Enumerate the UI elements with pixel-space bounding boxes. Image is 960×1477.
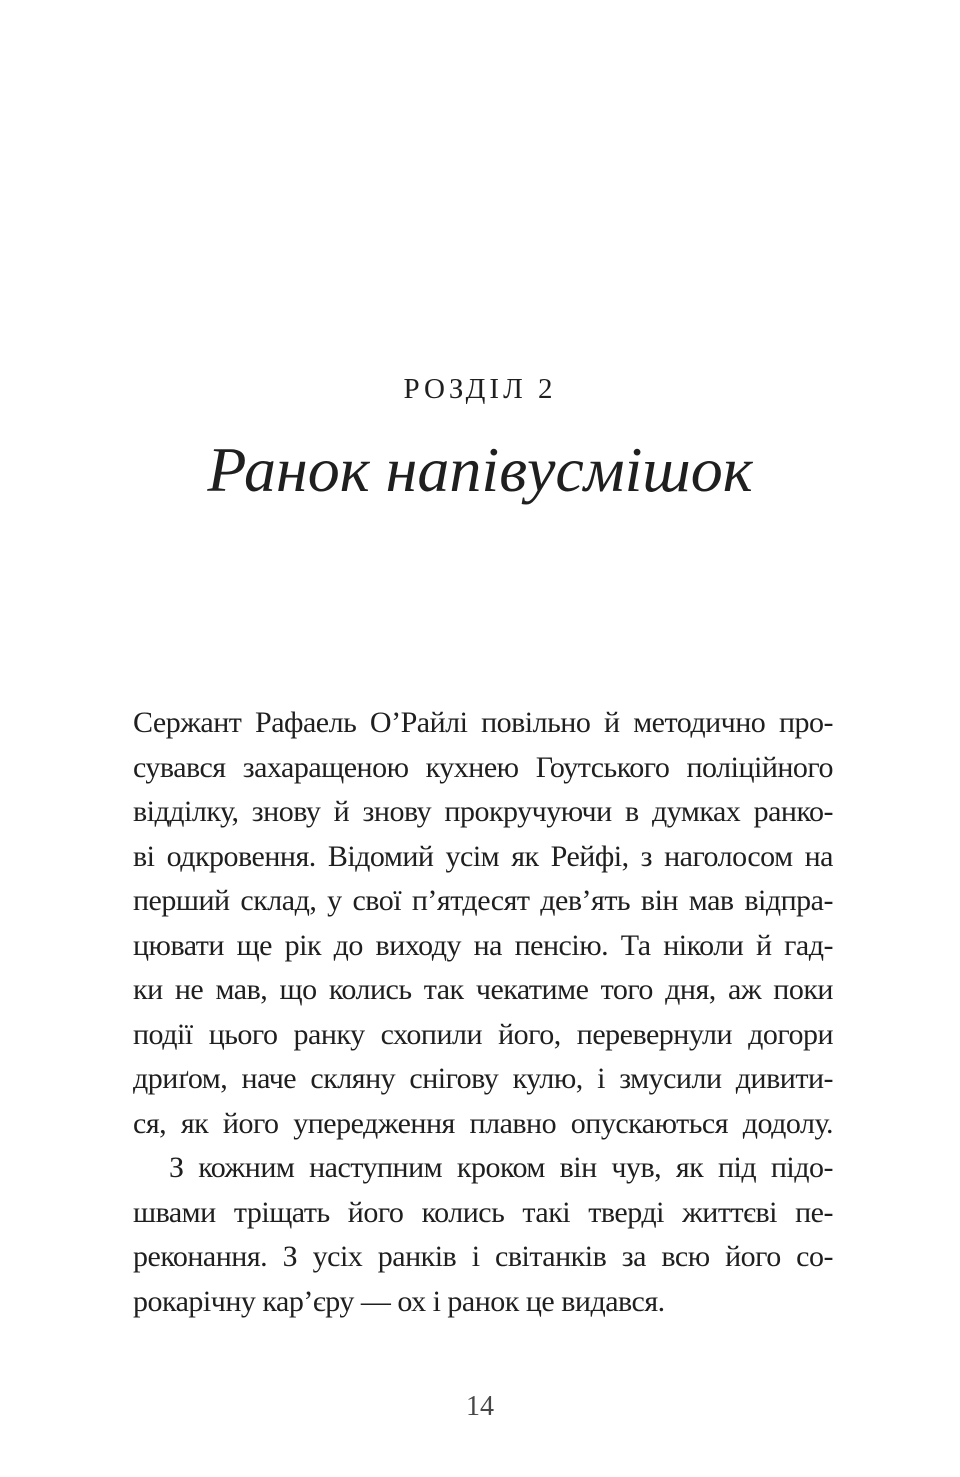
body-line: Сержант Рафаель О’Райлі повільно й методично про- — [133, 706, 833, 739]
page-number: 14 — [466, 1391, 494, 1422]
body-line: З кожним наступним кроком він чув, як під підо- — [169, 1151, 833, 1184]
body-paragraph — [133, 1146, 833, 1324]
body-line: події цього ранку схопили його, перевернули догори — [133, 1017, 833, 1051]
body-line: ся, як його упередження плавно опускаються додолу. — [133, 1106, 833, 1140]
body-line: перший склад, у свої п’ятдесят дев’ять він мав відпра- — [133, 884, 833, 917]
body-line: ві одкровення. Відомий усім як Рейфі, з наголосом на — [133, 839, 833, 873]
body-paragraph — [133, 701, 833, 1146]
body-line: цювати ще рік до виходу на пенсію. Та ніколи й гад- — [133, 928, 833, 962]
chapter-heading: РОЗДІЛ 2 — [403, 373, 557, 405]
body-line: відділку, знову й знову прокручуючи в думках ранко- — [133, 795, 833, 828]
body-line: реконання. З усіх ранків і світанків за всю його со- — [133, 1240, 833, 1273]
body-line: дриґом, наче скляну снігову кулю, і змусили дивити- — [133, 1062, 833, 1095]
body-line: ки не мав, що колись так чекатиме того дня, аж поки — [133, 973, 833, 1006]
body-text — [133, 701, 833, 1324]
body-line: рокарічну кар’єру — ох і ранок це видався. — [133, 1284, 665, 1318]
body-line: сувався захаращеною кухнею Гоутського поліційного — [133, 750, 833, 784]
body-line: швами тріщать його колись такі тверді життєві пе- — [133, 1195, 833, 1229]
chapter-title: Ранок напівусмішок — [207, 434, 753, 505]
